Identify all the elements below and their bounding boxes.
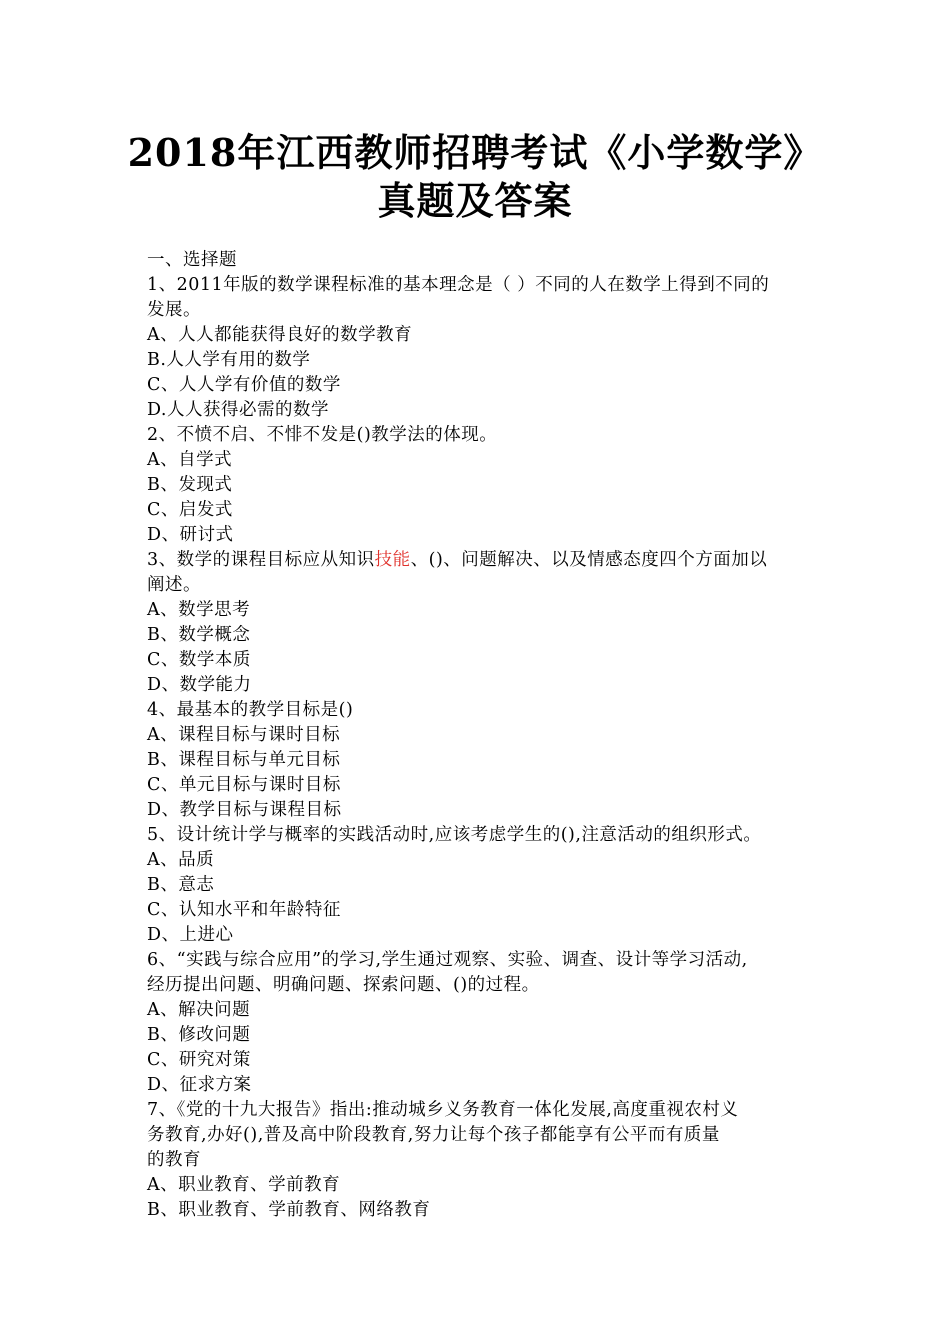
question-7-stem-line-1: 7、《党的十九大报告》指出:推动城乡义务教育一体化发展,高度重视农村义 [147,1100,739,1120]
question-3-option-d: D、数学能力 [147,675,252,695]
document-title-line-1: 2018年江西教师招聘考试《小学数学》 [127,130,823,175]
question-6-option-a: A、解决问题 [147,1000,251,1020]
question-3-stem-line-2: 阐述。 [147,575,201,595]
question-4-option-b: B、课程目标与单元目标 [147,750,341,770]
question-7-stem-line-2: 务教育,办好(),普及高中阶段教育,努力让每个孩子都能享有公平而有质量 [147,1125,720,1145]
question-3-highlight-link[interactable]: 技能 [374,550,411,570]
question-6-option-c: C、研究对策 [147,1050,251,1070]
question-6-option-d: D、征求方案 [147,1075,252,1095]
question-1-option-b: B.人人学有用的数学 [147,350,311,370]
question-5-option-a: A、品质 [147,850,215,870]
question-2-option-b: B、发现式 [147,475,233,495]
question-2-option-d: D、研讨式 [147,525,234,545]
question-3-stem-suffix: 、()、问题解决、以及情感态度四个方面加以 [410,550,768,570]
question-7-option-b: B、职业教育、学前教育、网络教育 [147,1200,431,1220]
question-1-option-a: A、人人都能获得良好的数学教育 [147,325,413,345]
question-2-option-a: A、自学式 [147,450,233,470]
question-4-option-c: C、单元目标与课时目标 [147,775,341,795]
document-body [147,248,827,1223]
question-4-option-a: A、课程目标与课时目标 [147,725,341,745]
question-5-option-d: D、上进心 [147,925,234,945]
question-3-option-b: B、数学概念 [147,625,251,645]
section-heading: 一、选择题 [147,250,237,270]
question-4-stem: 4、最基本的教学目标是() [147,700,354,720]
question-1-option-d: D.人人获得必需的数学 [147,400,329,420]
question-3-option-c: C、数学本质 [147,650,251,670]
question-2-stem: 2、不愤不启、不悱不发是()教学法的体现。 [147,425,498,445]
question-1-option-c: C、人人学有价值的数学 [147,375,341,395]
question-3-stem-line-1 [147,548,827,573]
question-6-option-b: B、修改问题 [147,1025,251,1045]
question-4-option-d: D、教学目标与课程目标 [147,800,342,820]
document-title-line-2: 真题及答案 [377,178,573,223]
question-1-stem-line-2: 发展。 [147,300,201,320]
question-6-stem-line-2: 经历提出问题、明确问题、探索问题、()的过程。 [147,975,540,995]
question-3-stem-prefix: 3、数学的课程目标应从知识 [147,550,375,570]
question-3-option-a: A、数学思考 [147,600,251,620]
question-1-stem-line-1: 1、2011年版的数学课程标准的基本理念是（ ）不同的人在数学上得到不同的 [147,275,770,295]
question-7-stem-line-3: 的教育 [147,1150,201,1170]
question-6-stem-line-1: 6、“实践与综合应用”的学习,学生通过观察、实验、调查、设计等学习活动, [147,950,748,970]
question-5-stem: 5、设计统计学与概率的实践活动时,应该考虑学生的(),注意活动的组织形式。 [147,825,762,845]
question-5-option-c: C、认知水平和年龄特征 [147,900,341,920]
question-2-option-c: C、启发式 [147,500,233,520]
question-5-option-b: B、意志 [147,875,215,895]
question-7-option-a: A、职业教育、学前教育 [147,1175,341,1195]
